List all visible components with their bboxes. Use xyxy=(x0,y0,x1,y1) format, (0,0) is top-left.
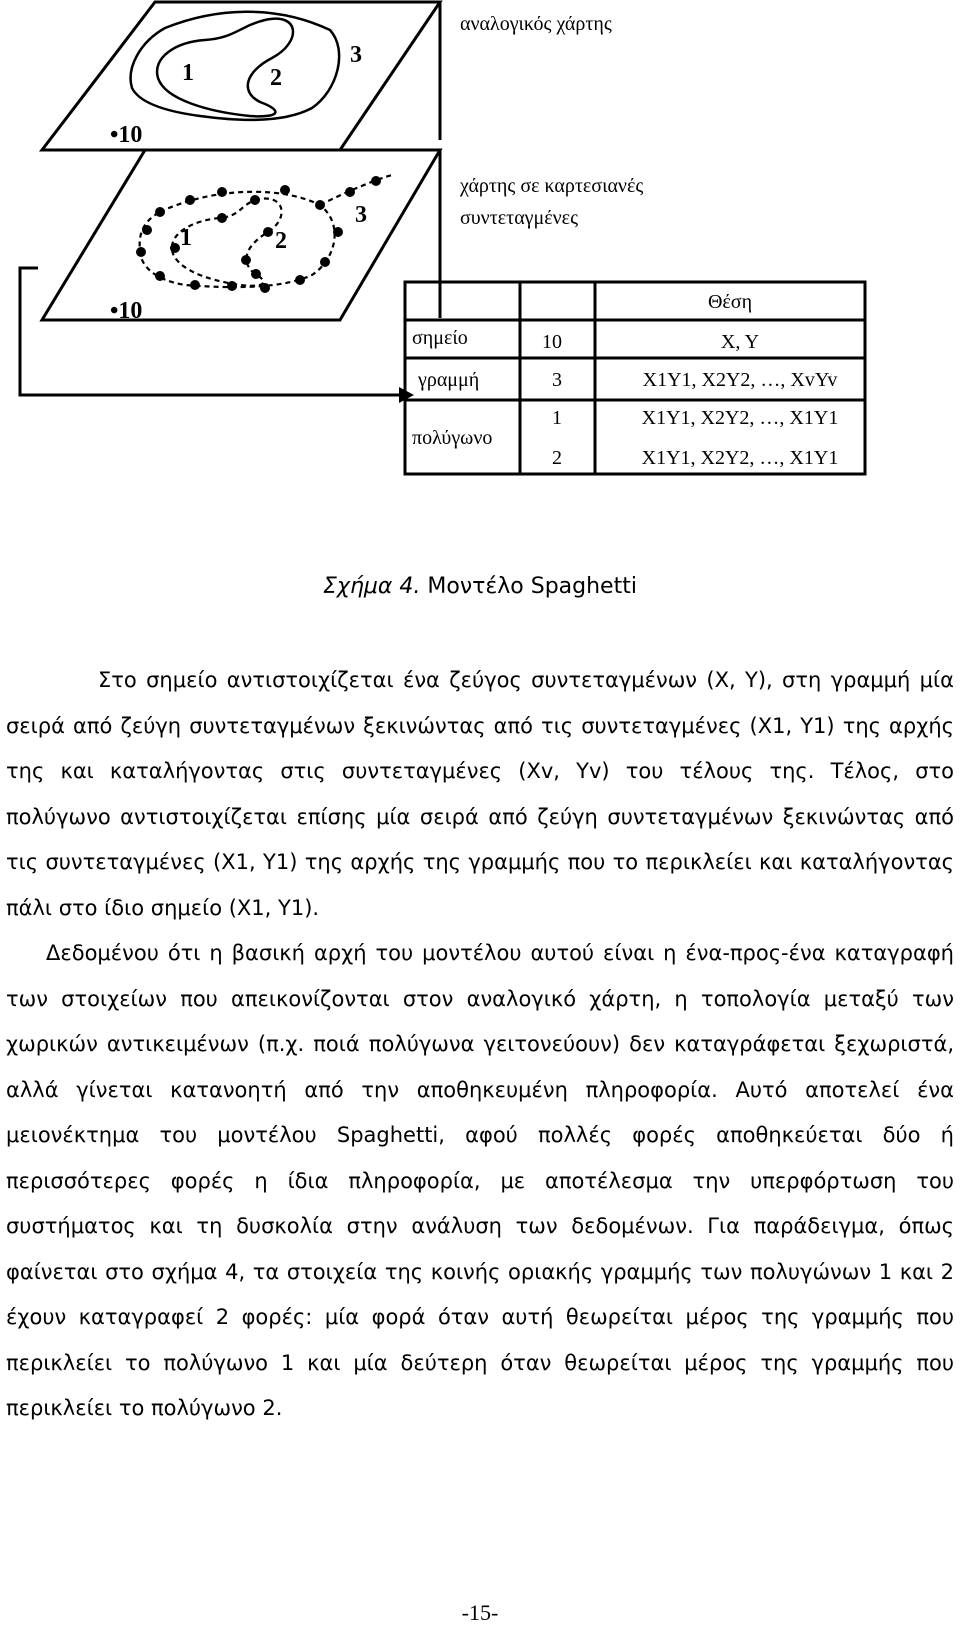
analog-map-title: αναλογικός χάρτης xyxy=(460,13,612,35)
analog-map-layer xyxy=(42,2,440,150)
figure-caption-text: Μοντέλο Spaghetti xyxy=(427,574,637,599)
body-text xyxy=(6,658,954,1432)
table-row-position: X1Y1, X2Y2, …, X1Y1 xyxy=(641,447,839,469)
table-row-type: πολύγωνο xyxy=(412,427,493,449)
cartesian-map-title-line2: συντεταγμένες xyxy=(460,207,578,229)
connector-arrow xyxy=(20,268,414,403)
region-2-label: 2 xyxy=(275,228,287,254)
page-number: -15- xyxy=(461,1600,499,1625)
attribute-table-text xyxy=(412,291,838,469)
table-header: Θέση xyxy=(707,291,753,313)
paragraph: Στο σημείο αντιστοιχίζεται ένα ζεύγος συντεταγμένων (X, Y), στη γραμμή μία σειρά από ζεύγη συντεταγμένων ξεκινώντας από τις συντεταγμένες (X1, Y1) της αρχής της και καταλήγοντας στις συντεταγμένες (Xv, Yv) του τέλους της. Τέλος, στο πολύγωνο αντιστοιχίζεται επίσης μία σειρά από ζεύγη συντεταγμένων ξεκινώντας από τις συντεταγμένες (X1, Y1) της αρχής της γραμμής που το περικλείει και καταλήγοντας πάλι στο ίδιο σημείο (X1, Y1). xyxy=(6,668,954,920)
point-10-label: •10 xyxy=(110,122,143,148)
region-3-label: 3 xyxy=(350,42,362,68)
region-1-label: 1 xyxy=(182,60,194,86)
table-row-type: γραμμή xyxy=(418,369,480,391)
table-row-position: X1Y1, X2Y2, …, X1Y1 xyxy=(641,407,839,429)
layer-titles xyxy=(459,13,643,229)
table-row-position: X1Y1, X2Y2, …, XvYv xyxy=(642,369,838,391)
paragraph: Δεδομένου ότι η βασική αρχή του μοντέλου αυτού είναι η ένα-προς-ένα καταγραφή των στοιχείων που απεικονίζονται στον αναλογικό χάρτη, η τοπολογία μεταξύ των χωρικών αντικειμένων (π.χ. ποιά πολύγωνα γειτονεύουν) δεν καταγράφεται ξεχωριστά, αλλά γίνεται κατανοητή από την αποθηκευμένη πληροφορία. Αυτό αποτελεί ένα μειονέκτημα του μοντέλου Spaghetti, αφού πολλές φορές αποθηκεύεται δύο ή περισσότερες φορές η ίδια πληροφορία, με αποτέλεσμα την υπερφόρτωση του συστήματος και τη δυσκολία στην ανάλυση των δεδομένων. Για παράδειγμα, όπως φαίνεται στο σχήμα 4, τα στοιχεία της κοινής οριακής γραμμής των πολυγώνων 1 και 2 έχουν καταγραφεί 2 φορές: μία φορά όταν αυτή θεωρείται μέρος της γραμμής που περικλείει το πολύγωνο 1 και μία δεύτερη όταν θεωρείται μέρος της γραμμής που περικλείει το πολύγωνο 2. xyxy=(6,941,954,1420)
table-row-position: X, Y xyxy=(720,331,760,353)
figure-caption xyxy=(0,572,960,602)
table-row-id: 2 xyxy=(552,447,562,469)
analog-polygon-boundaries xyxy=(131,12,340,120)
figure-caption-label: Σχήμα 4. xyxy=(323,574,421,599)
region-2-label: 2 xyxy=(270,65,282,91)
region-3-label: 3 xyxy=(355,202,367,228)
cartesian-map-layer xyxy=(42,150,440,320)
region-1-label: 1 xyxy=(180,225,192,251)
table-row-id: 10 xyxy=(542,331,562,353)
coordinate-vertices xyxy=(136,176,381,293)
table-row-type: σημείο xyxy=(412,327,468,349)
table-row-id: 3 xyxy=(552,369,562,391)
cartesian-map-title-line1: χάρτης σε καρτεσιανές xyxy=(460,175,644,197)
point-10-label: •10 xyxy=(110,298,143,324)
spaghetti-model-figure xyxy=(0,0,960,500)
table-row-id: 1 xyxy=(552,407,562,429)
